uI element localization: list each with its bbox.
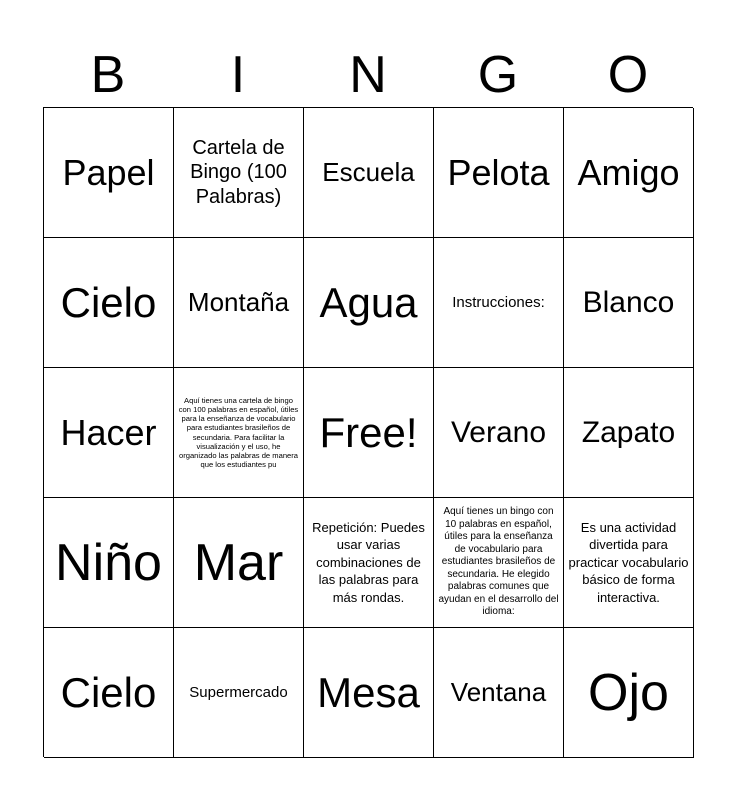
bingo-cell bbox=[434, 498, 564, 628]
bingo-cell bbox=[564, 498, 694, 628]
bingo-cell bbox=[434, 368, 564, 498]
bingo-cell bbox=[174, 238, 304, 368]
bingo-cell bbox=[174, 108, 304, 238]
cell-text: Cartela de Bingo (100 Palabras) bbox=[190, 136, 287, 208]
bingo-cell bbox=[434, 238, 564, 368]
cell-text: Hacer bbox=[60, 411, 157, 453]
bingo-cell bbox=[304, 108, 434, 238]
bingo-header bbox=[43, 44, 693, 106]
bingo-cell bbox=[174, 498, 304, 628]
cell-text: Cielo bbox=[60, 668, 157, 716]
cell-text: Supermercado bbox=[189, 684, 288, 701]
header-letter-g: G bbox=[477, 46, 519, 104]
cell-text: Escuela bbox=[322, 157, 415, 187]
cell-text: Zapato bbox=[581, 415, 676, 449]
cell-text: Mesa bbox=[317, 668, 420, 716]
cell-text: Mar bbox=[193, 533, 284, 592]
bingo-card-grid bbox=[43, 107, 693, 757]
header-letter-n: N bbox=[349, 46, 387, 104]
bingo-cell bbox=[564, 628, 694, 758]
bingo-cell bbox=[564, 368, 694, 498]
bingo-cell bbox=[174, 628, 304, 758]
cell-text: Agua bbox=[319, 278, 418, 326]
cell-text: Montaña bbox=[187, 287, 290, 317]
cell-text: Free! bbox=[319, 408, 418, 456]
cell-text: Niño bbox=[55, 533, 162, 592]
header-letter-o: O bbox=[607, 46, 649, 104]
cell-text: Verano bbox=[450, 415, 547, 449]
cell-text: Es una actividad divertida para practicar vocabulario básico de forma interactiva. bbox=[568, 519, 689, 605]
bingo-cell bbox=[44, 238, 174, 368]
free-space bbox=[304, 368, 434, 498]
cell-text: Aquí tienes un bingo con 10 palabras en español, útiles para la enseñanza de vocabulario para estudiantes brasileños de secundaria. He elegido palabras comunes que ayudan en el desarrollo del idioma: bbox=[438, 506, 559, 618]
cell-text: Aquí tienes una cartela de bingo con 100 palabras en español, útiles para la enseñanza de vocabulario para estudiantes brasileños de secundaria. Para facilitar la visualización y el uso, he organizado las palabras de manera que los estudiantes pu bbox=[178, 395, 299, 470]
bingo-cell bbox=[304, 628, 434, 758]
bingo-cell bbox=[44, 108, 174, 238]
bingo-cell bbox=[304, 498, 434, 628]
bingo-cell bbox=[304, 238, 434, 368]
cell-text: Blanco bbox=[582, 285, 675, 319]
bingo-cell bbox=[44, 368, 174, 498]
header-letter-b: B bbox=[90, 46, 126, 104]
bingo-cell bbox=[174, 368, 304, 498]
cell-text: Ojo bbox=[588, 663, 669, 722]
bingo-cell bbox=[44, 628, 174, 758]
bingo-cell bbox=[434, 108, 564, 238]
cell-text: Cielo bbox=[60, 278, 157, 326]
cell-text: Amigo bbox=[577, 151, 680, 193]
cell-text: Instrucciones: bbox=[452, 294, 545, 311]
header-letter-i: I bbox=[230, 46, 246, 104]
bingo-cell bbox=[564, 108, 694, 238]
bingo-cell bbox=[564, 238, 694, 368]
cell-text: Ventana bbox=[450, 677, 547, 707]
bingo-cell bbox=[44, 498, 174, 628]
cell-text: Papel bbox=[62, 151, 155, 193]
cell-text: Pelota bbox=[447, 151, 550, 193]
bingo-cell bbox=[434, 628, 564, 758]
cell-text: Repetición: Puedes usar varias combinaciones de las palabras para más rondas. bbox=[312, 519, 425, 605]
